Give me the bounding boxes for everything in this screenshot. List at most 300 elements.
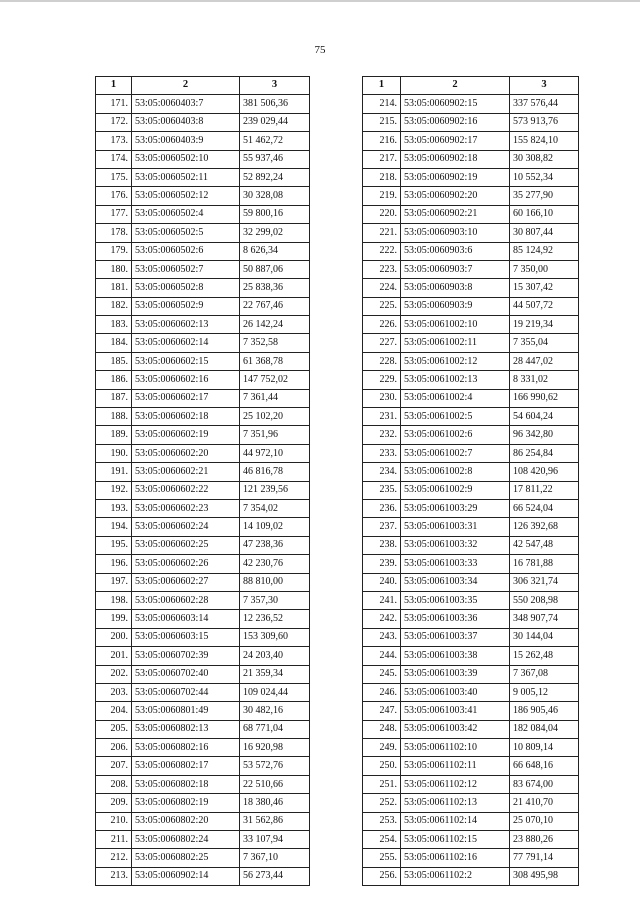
table-row [363, 95, 579, 113]
cadastral-number: 53:05:0060603:15 [132, 628, 240, 646]
value: 14 109,02 [240, 518, 310, 536]
table-row [96, 610, 310, 628]
value: 7 354,02 [240, 499, 310, 517]
row-number: 212. [96, 849, 132, 867]
row-number: 238. [363, 536, 401, 554]
cadastral-number: 53:05:0060602:15 [132, 352, 240, 370]
row-number: 247. [363, 702, 401, 720]
row-number: 248. [363, 720, 401, 738]
row-number: 246. [363, 683, 401, 701]
cadastral-number: 53:05:0060702:39 [132, 647, 240, 665]
table-row [363, 775, 579, 793]
table-row [363, 389, 579, 407]
cadastral-number: 53:05:0061003:42 [401, 720, 510, 738]
table-row [363, 260, 579, 278]
cadastral-number: 53:05:0061003:31 [401, 518, 510, 536]
table-row [96, 518, 310, 536]
page-number: 75 [314, 44, 326, 56]
cadastral-number: 53:05:0060903:7 [401, 260, 510, 278]
cadastral-number: 53:05:0060602:26 [132, 555, 240, 573]
table-row [96, 352, 310, 370]
row-number: 172. [96, 113, 132, 131]
table-row [363, 371, 579, 389]
table-row [96, 463, 310, 481]
cadastral-number: 53:05:0060602:13 [132, 316, 240, 334]
row-number: 204. [96, 702, 132, 720]
table-row [96, 573, 310, 591]
table-row [96, 260, 310, 278]
row-number: 244. [363, 647, 401, 665]
row-number: 234. [363, 463, 401, 481]
cadastral-number: 53:05:0060903:8 [401, 279, 510, 297]
value: 186 905,46 [510, 702, 579, 720]
row-number: 223. [363, 260, 401, 278]
cadastral-number: 53:05:0060902:17 [401, 132, 510, 150]
row-number: 226. [363, 316, 401, 334]
header-col-3: 3 [510, 77, 579, 95]
value: 50 887,06 [240, 260, 310, 278]
row-number: 211. [96, 831, 132, 849]
table-row [96, 444, 310, 462]
table-row [96, 316, 310, 334]
cadastral-number: 53:05:0060702:44 [132, 683, 240, 701]
cadastral-number: 53:05:0061102:14 [401, 812, 510, 830]
row-number: 228. [363, 352, 401, 370]
value: 7 357,30 [240, 591, 310, 609]
table-row [96, 867, 310, 885]
cadastral-number: 53:05:0060902:20 [401, 187, 510, 205]
table-row [96, 95, 310, 113]
table-row [363, 831, 579, 849]
value: 32 299,02 [240, 224, 310, 242]
row-number: 199. [96, 610, 132, 628]
cadastral-number: 53:05:0060802:24 [132, 831, 240, 849]
table-row [96, 739, 310, 757]
cadastral-number: 53:05:0061003:40 [401, 683, 510, 701]
cadastral-number: 53:05:0060502:5 [132, 224, 240, 242]
table-row [363, 205, 579, 223]
cadastral-number: 53:05:0061102:10 [401, 739, 510, 757]
cadastral-number: 53:05:0061003:38 [401, 647, 510, 665]
value: 21 359,34 [240, 665, 310, 683]
cadastral-number: 53:05:0060403:7 [132, 95, 240, 113]
value: 16 781,88 [510, 555, 579, 573]
value: 17 811,22 [510, 481, 579, 499]
table-row [363, 113, 579, 131]
cadastral-number: 53:05:0060902:19 [401, 168, 510, 186]
value: 25 070,10 [510, 812, 579, 830]
row-number: 175. [96, 168, 132, 186]
table-row [96, 683, 310, 701]
value: 19 219,34 [510, 316, 579, 334]
table-row [363, 757, 579, 775]
table-row [363, 867, 579, 885]
table-row [363, 591, 579, 609]
cadastral-number: 53:05:0060903:9 [401, 297, 510, 315]
value: 16 920,98 [240, 739, 310, 757]
value: 12 236,52 [240, 610, 310, 628]
cadastral-number: 53:05:0060602:27 [132, 573, 240, 591]
table-row [363, 573, 579, 591]
cadastral-number: 53:05:0061002:10 [401, 316, 510, 334]
row-number: 235. [363, 481, 401, 499]
header-col-1: 1 [363, 77, 401, 95]
value: 47 238,36 [240, 536, 310, 554]
value: 7 352,58 [240, 334, 310, 352]
row-number: 216. [363, 132, 401, 150]
cadastral-number: 53:05:0060602:22 [132, 481, 240, 499]
value: 550 208,98 [510, 591, 579, 609]
value: 35 277,90 [510, 187, 579, 205]
cadastral-number: 53:05:0060502:7 [132, 260, 240, 278]
table-row [363, 518, 579, 536]
table-row [96, 279, 310, 297]
cadastral-number: 53:05:0060802:16 [132, 739, 240, 757]
cadastral-number: 53:05:0060802:25 [132, 849, 240, 867]
table-row [363, 316, 579, 334]
cadastral-number: 53:05:0060602:21 [132, 463, 240, 481]
cadastral-number: 53:05:0061003:37 [401, 628, 510, 646]
row-number: 184. [96, 334, 132, 352]
value: 23 880,26 [510, 831, 579, 849]
table-row [363, 132, 579, 150]
value: 126 392,68 [510, 518, 579, 536]
value: 21 410,70 [510, 794, 579, 812]
table-row [363, 720, 579, 738]
row-number: 176. [96, 187, 132, 205]
cadastral-number: 53:05:0060902:18 [401, 150, 510, 168]
table-row [96, 371, 310, 389]
row-number: 243. [363, 628, 401, 646]
value: 44 972,10 [240, 444, 310, 462]
cadastral-number: 53:05:0060602:16 [132, 371, 240, 389]
value: 83 674,00 [510, 775, 579, 793]
cadastral-number: 53:05:0061102:16 [401, 849, 510, 867]
header-row [96, 77, 310, 95]
value: 68 771,04 [240, 720, 310, 738]
table-row [96, 775, 310, 793]
value: 30 144,04 [510, 628, 579, 646]
table-row [96, 831, 310, 849]
table-row [363, 739, 579, 757]
row-number: 183. [96, 316, 132, 334]
cadastral-number: 53:05:0061002:12 [401, 352, 510, 370]
value: 121 239,56 [240, 481, 310, 499]
cadastral-number: 53:05:0060602:18 [132, 408, 240, 426]
table-row [363, 794, 579, 812]
cadastral-number: 53:05:0061102:12 [401, 775, 510, 793]
value: 55 937,46 [240, 150, 310, 168]
row-number: 194. [96, 518, 132, 536]
table-row [96, 150, 310, 168]
row-number: 214. [363, 95, 401, 113]
value: 109 024,44 [240, 683, 310, 701]
cadastral-number: 53:05:0060902:15 [401, 95, 510, 113]
row-number: 245. [363, 665, 401, 683]
cadastral-number: 53:05:0061002:7 [401, 444, 510, 462]
right-table [362, 76, 579, 886]
cadastral-number: 53:05:0061003:29 [401, 499, 510, 517]
row-number: 191. [96, 463, 132, 481]
table-row [363, 499, 579, 517]
table-row [96, 426, 310, 444]
cadastral-number: 53:05:0060802:20 [132, 812, 240, 830]
cadastral-number: 53:05:0060502:10 [132, 150, 240, 168]
cadastral-number: 53:05:0060502:11 [132, 168, 240, 186]
value: 85 124,92 [510, 242, 579, 260]
value: 153 309,60 [240, 628, 310, 646]
value: 28 447,02 [510, 352, 579, 370]
row-number: 179. [96, 242, 132, 260]
row-number: 210. [96, 812, 132, 830]
table-row [363, 610, 579, 628]
value: 7 355,04 [510, 334, 579, 352]
table-row [96, 205, 310, 223]
value: 337 576,44 [510, 95, 579, 113]
value: 24 203,40 [240, 647, 310, 665]
row-number: 174. [96, 150, 132, 168]
row-number: 225. [363, 297, 401, 315]
cadastral-number: 53:05:0061003:35 [401, 591, 510, 609]
table-row [96, 720, 310, 738]
table-row [96, 297, 310, 315]
table-row [363, 647, 579, 665]
cadastral-number: 53:05:0060801:49 [132, 702, 240, 720]
table-row [363, 242, 579, 260]
row-number: 198. [96, 591, 132, 609]
cadastral-number: 53:05:0060502:8 [132, 279, 240, 297]
table-row [363, 224, 579, 242]
row-number: 229. [363, 371, 401, 389]
scan-top-edge [0, 0, 640, 2]
row-number: 253. [363, 812, 401, 830]
row-number: 256. [363, 867, 401, 885]
cadastral-number: 53:05:0060802:18 [132, 775, 240, 793]
row-number: 232. [363, 426, 401, 444]
value: 30 482,16 [240, 702, 310, 720]
cadastral-number: 53:05:0060902:16 [401, 113, 510, 131]
value: 306 321,74 [510, 573, 579, 591]
table-row [96, 408, 310, 426]
cadastral-number: 53:05:0061002:8 [401, 463, 510, 481]
table-row [363, 444, 579, 462]
value: 46 816,78 [240, 463, 310, 481]
row-number: 181. [96, 279, 132, 297]
table-row [363, 334, 579, 352]
value: 26 142,24 [240, 316, 310, 334]
value: 56 273,44 [240, 867, 310, 885]
row-number: 217. [363, 150, 401, 168]
table-row [96, 591, 310, 609]
row-number: 188. [96, 408, 132, 426]
table-row [96, 702, 310, 720]
row-number: 254. [363, 831, 401, 849]
cadastral-number: 53:05:0061002:13 [401, 371, 510, 389]
header-col-3: 3 [240, 77, 310, 95]
value: 381 506,36 [240, 95, 310, 113]
table-row [96, 665, 310, 683]
value: 30 807,44 [510, 224, 579, 242]
value: 66 648,16 [510, 757, 579, 775]
value: 7 367,10 [240, 849, 310, 867]
value: 10 552,34 [510, 168, 579, 186]
table-row [96, 334, 310, 352]
row-number: 207. [96, 757, 132, 775]
row-number: 213. [96, 867, 132, 885]
row-number: 186. [96, 371, 132, 389]
table-row [96, 628, 310, 646]
value: 30 328,08 [240, 187, 310, 205]
table-row [96, 499, 310, 517]
table-row [96, 168, 310, 186]
value: 18 380,46 [240, 794, 310, 812]
cadastral-number: 53:05:0061002:9 [401, 481, 510, 499]
value: 52 892,24 [240, 168, 310, 186]
value: 147 752,02 [240, 371, 310, 389]
table-row [363, 665, 579, 683]
value: 15 307,42 [510, 279, 579, 297]
value: 53 572,76 [240, 757, 310, 775]
value: 61 368,78 [240, 352, 310, 370]
row-number: 233. [363, 444, 401, 462]
value: 25 102,20 [240, 408, 310, 426]
row-number: 173. [96, 132, 132, 150]
row-number: 236. [363, 499, 401, 517]
value: 155 824,10 [510, 132, 579, 150]
row-number: 249. [363, 739, 401, 757]
value: 96 342,80 [510, 426, 579, 444]
table-row [96, 224, 310, 242]
row-number: 182. [96, 297, 132, 315]
value: 182 084,04 [510, 720, 579, 738]
value: 15 262,48 [510, 647, 579, 665]
table-row [363, 463, 579, 481]
value: 7 350,00 [510, 260, 579, 278]
row-number: 240. [363, 573, 401, 591]
row-number: 190. [96, 444, 132, 462]
cadastral-number: 53:05:0061003:41 [401, 702, 510, 720]
value: 66 524,04 [510, 499, 579, 517]
header-row [363, 77, 579, 95]
cadastral-number: 53:05:0061003:36 [401, 610, 510, 628]
row-number: 255. [363, 849, 401, 867]
row-number: 227. [363, 334, 401, 352]
value: 348 907,74 [510, 610, 579, 628]
cadastral-number: 53:05:0060902:21 [401, 205, 510, 223]
row-number: 209. [96, 794, 132, 812]
value: 33 107,94 [240, 831, 310, 849]
table-row [363, 408, 579, 426]
cadastral-number: 53:05:0060702:40 [132, 665, 240, 683]
cadastral-number: 53:05:0061102:11 [401, 757, 510, 775]
table-row [96, 132, 310, 150]
value: 8 626,34 [240, 242, 310, 260]
cadastral-number: 53:05:0060403:9 [132, 132, 240, 150]
row-number: 221. [363, 224, 401, 242]
table-row [96, 242, 310, 260]
value: 30 308,82 [510, 150, 579, 168]
row-number: 202. [96, 665, 132, 683]
cadastral-number: 53:05:0060902:14 [132, 867, 240, 885]
row-number: 218. [363, 168, 401, 186]
row-number: 208. [96, 775, 132, 793]
cadastral-number: 53:05:0060602:17 [132, 389, 240, 407]
table-row [96, 555, 310, 573]
row-number: 200. [96, 628, 132, 646]
table-row [96, 481, 310, 499]
table-row [363, 536, 579, 554]
row-number: 222. [363, 242, 401, 260]
value: 10 809,14 [510, 739, 579, 757]
table-row [96, 113, 310, 131]
table-row [363, 628, 579, 646]
table-row [96, 536, 310, 554]
value: 44 507,72 [510, 297, 579, 315]
value: 31 562,86 [240, 812, 310, 830]
table-row [363, 168, 579, 186]
row-number: 237. [363, 518, 401, 536]
table-row [96, 794, 310, 812]
row-number: 251. [363, 775, 401, 793]
value: 166 990,62 [510, 389, 579, 407]
table-row [363, 297, 579, 315]
row-number: 252. [363, 794, 401, 812]
table-row [96, 187, 310, 205]
row-number: 197. [96, 573, 132, 591]
table-row [363, 481, 579, 499]
cadastral-number: 53:05:0060502:6 [132, 242, 240, 260]
value: 60 166,10 [510, 205, 579, 223]
table-row [363, 352, 579, 370]
table-row [96, 757, 310, 775]
row-number: 205. [96, 720, 132, 738]
value: 8 331,02 [510, 371, 579, 389]
cadastral-number: 53:05:0060602:28 [132, 591, 240, 609]
row-number: 241. [363, 591, 401, 609]
value: 7 361,44 [240, 389, 310, 407]
row-number: 224. [363, 279, 401, 297]
row-number: 219. [363, 187, 401, 205]
row-number: 215. [363, 113, 401, 131]
cadastral-number: 53:05:0060602:23 [132, 499, 240, 517]
table-row [363, 683, 579, 701]
row-number: 178. [96, 224, 132, 242]
cadastral-number: 53:05:0061102:15 [401, 831, 510, 849]
value: 7 367,08 [510, 665, 579, 683]
cadastral-number: 53:05:0061002:5 [401, 408, 510, 426]
cadastral-number: 53:05:0060502:9 [132, 297, 240, 315]
value: 59 800,16 [240, 205, 310, 223]
cadastral-number: 53:05:0061102:13 [401, 794, 510, 812]
row-number: 185. [96, 352, 132, 370]
value: 42 230,76 [240, 555, 310, 573]
header-col-2: 2 [132, 77, 240, 95]
row-number: 187. [96, 389, 132, 407]
value: 22 767,46 [240, 297, 310, 315]
table-row [96, 812, 310, 830]
row-number: 250. [363, 757, 401, 775]
cadastral-number: 53:05:0060903:10 [401, 224, 510, 242]
value: 22 510,66 [240, 775, 310, 793]
row-number: 192. [96, 481, 132, 499]
row-number: 196. [96, 555, 132, 573]
value: 54 604,24 [510, 408, 579, 426]
cadastral-number: 53:05:0060602:20 [132, 444, 240, 462]
cadastral-number: 53:05:0061003:32 [401, 536, 510, 554]
row-number: 201. [96, 647, 132, 665]
value: 77 791,14 [510, 849, 579, 867]
row-number: 230. [363, 389, 401, 407]
